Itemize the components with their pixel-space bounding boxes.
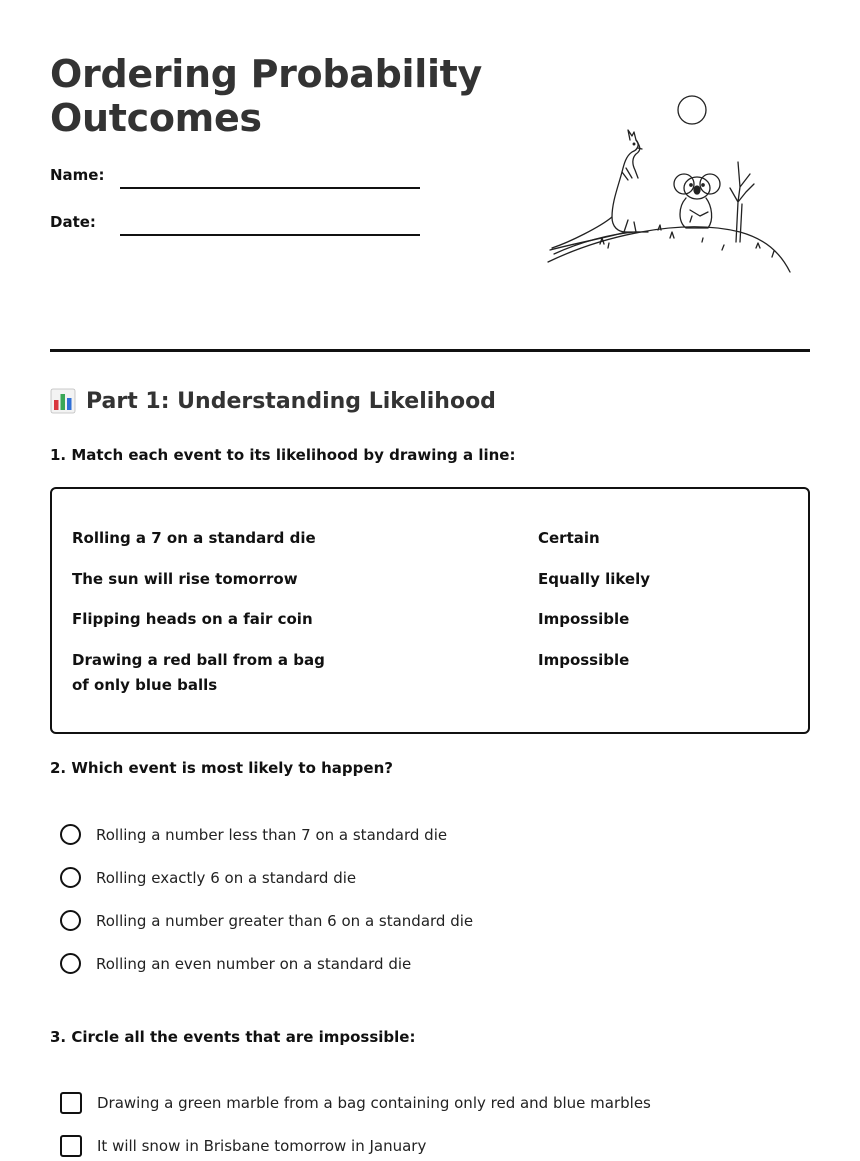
title-line-1: Ordering Probability (50, 52, 483, 96)
date-field[interactable] (120, 234, 420, 236)
option-label: Rolling a number less than 7 on a standard die (96, 825, 448, 844)
option-label: Drawing a green marble from a bag containing only red and blue marbles (97, 1094, 651, 1112)
radio-option[interactable] (60, 953, 411, 974)
section-divider (50, 349, 810, 352)
question-3: 3. Circle all the events that are impossible: (50, 1028, 416, 1046)
matching-box (50, 487, 810, 734)
radio-button[interactable] (60, 867, 81, 888)
checkbox-option[interactable] (60, 1092, 651, 1114)
likelihood-item[interactable]: Impossible (538, 610, 630, 628)
option-label: Rolling exactly 6 on a standard die (96, 868, 357, 887)
checkbox-option[interactable] (60, 1135, 426, 1157)
part1-heading-text: Part 1: Understanding Likelihood (86, 388, 496, 414)
event-item[interactable]: Rolling a 7 on a standard die (72, 529, 316, 547)
event-item[interactable]: Flipping heads on a fair coin (72, 610, 313, 628)
radio-button[interactable] (60, 910, 81, 931)
event-item[interactable]: The sun will rise tomorrow (72, 570, 298, 588)
kangaroo-koala-illustration (540, 92, 800, 282)
page-title (50, 52, 482, 140)
title-line-2: Outcomes (50, 96, 262, 140)
option-label: Rolling an even number on a standard die (96, 954, 412, 973)
radio-button[interactable] (60, 953, 81, 974)
radio-button[interactable] (60, 824, 81, 845)
bar-chart-icon (50, 388, 76, 414)
option-label: It will snow in Brisbane tomorrow in January (97, 1137, 427, 1155)
part1-heading (50, 388, 496, 414)
radio-option[interactable] (60, 910, 473, 931)
name-label: Name: (50, 166, 105, 184)
name-field[interactable] (120, 187, 420, 189)
question-1: 1. Match each event to its likelihood by drawing a line: (50, 446, 516, 464)
radio-option[interactable] (60, 867, 356, 888)
checkbox[interactable] (60, 1135, 82, 1157)
likelihood-item[interactable]: Equally likely (538, 570, 651, 588)
date-label: Date: (50, 213, 96, 231)
event-item[interactable]: Drawing a red ball from a bag of only blue balls (72, 651, 325, 694)
likelihood-item[interactable]: Impossible (538, 651, 630, 669)
checkbox[interactable] (60, 1092, 82, 1114)
option-label: Rolling a number greater than 6 on a standard die (96, 911, 474, 930)
question-2: 2. Which event is most likely to happen? (50, 759, 393, 777)
likelihood-item[interactable]: Certain (538, 529, 600, 547)
radio-option[interactable] (60, 824, 447, 845)
